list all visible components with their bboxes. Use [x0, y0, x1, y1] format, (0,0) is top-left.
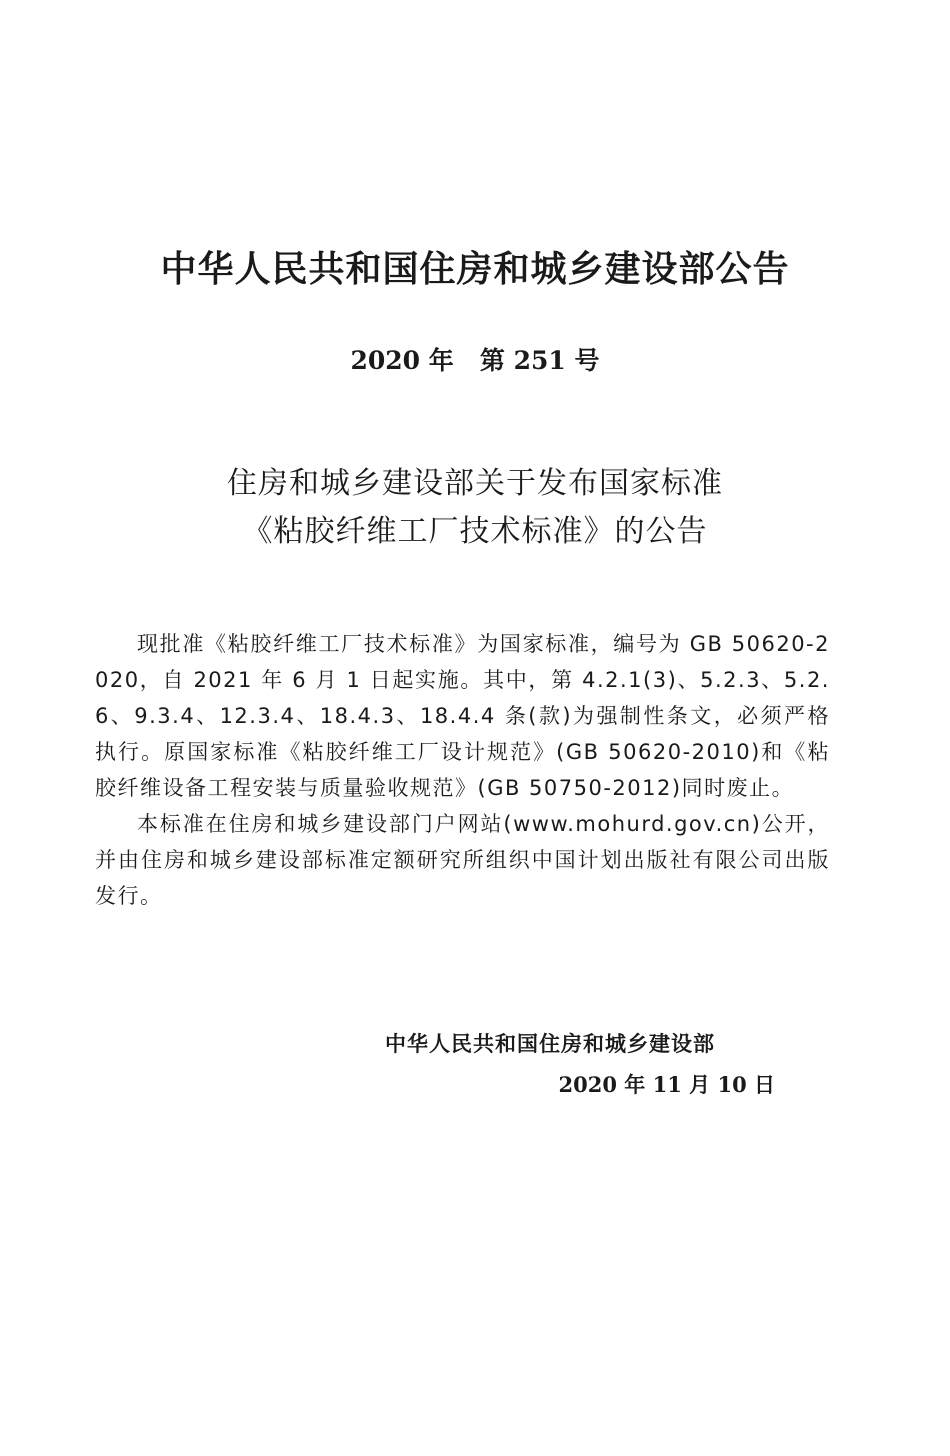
signing-authority: 中华人民共和国住房和城乡建设部 [385, 1032, 715, 1056]
body-paragraph-1: 现批准《粘胶纤维工厂技术标准》为国家标准，编号为 GB 50620-2020，自 2021 年 6 月 1 日起实施。其中，第 4.2.1(3)、5.2.3、5.2.6、9.3.4、12.3.4、18.4.3、18.4.4 条(款)为强制性条文，必须严格执行。原国家标准《粘胶纤维工厂设计规范》(GB 50620-2010)和《粘胶纤维设备工程安装与质量验收规范》(GB 50750-2012)同时废止。 [95, 632, 830, 800]
announcement-title [0, 460, 950, 556]
title-line-1: 住房和城乡建设部关于发布国家标准 [227, 466, 723, 501]
title-line-2: 《粘胶纤维工厂技术标准》的公告 [242, 514, 708, 549]
issuer-heading: 中华人民共和国住房和城乡建设部公告 [160, 249, 790, 290]
announcement-number: 2020 年 第 251 号 [350, 346, 600, 375]
issue-date: 2020 年 11 月 10 日 [558, 1072, 775, 1097]
body-paragraph-2: 本标准在住房和城乡建设部门户网站(www.mohurd.gov.cn)公开，并由住房和城乡建设部标准定额研究所组织中国计划出版社有限公司出版发行。 [95, 812, 830, 908]
announcement-body [95, 626, 830, 914]
